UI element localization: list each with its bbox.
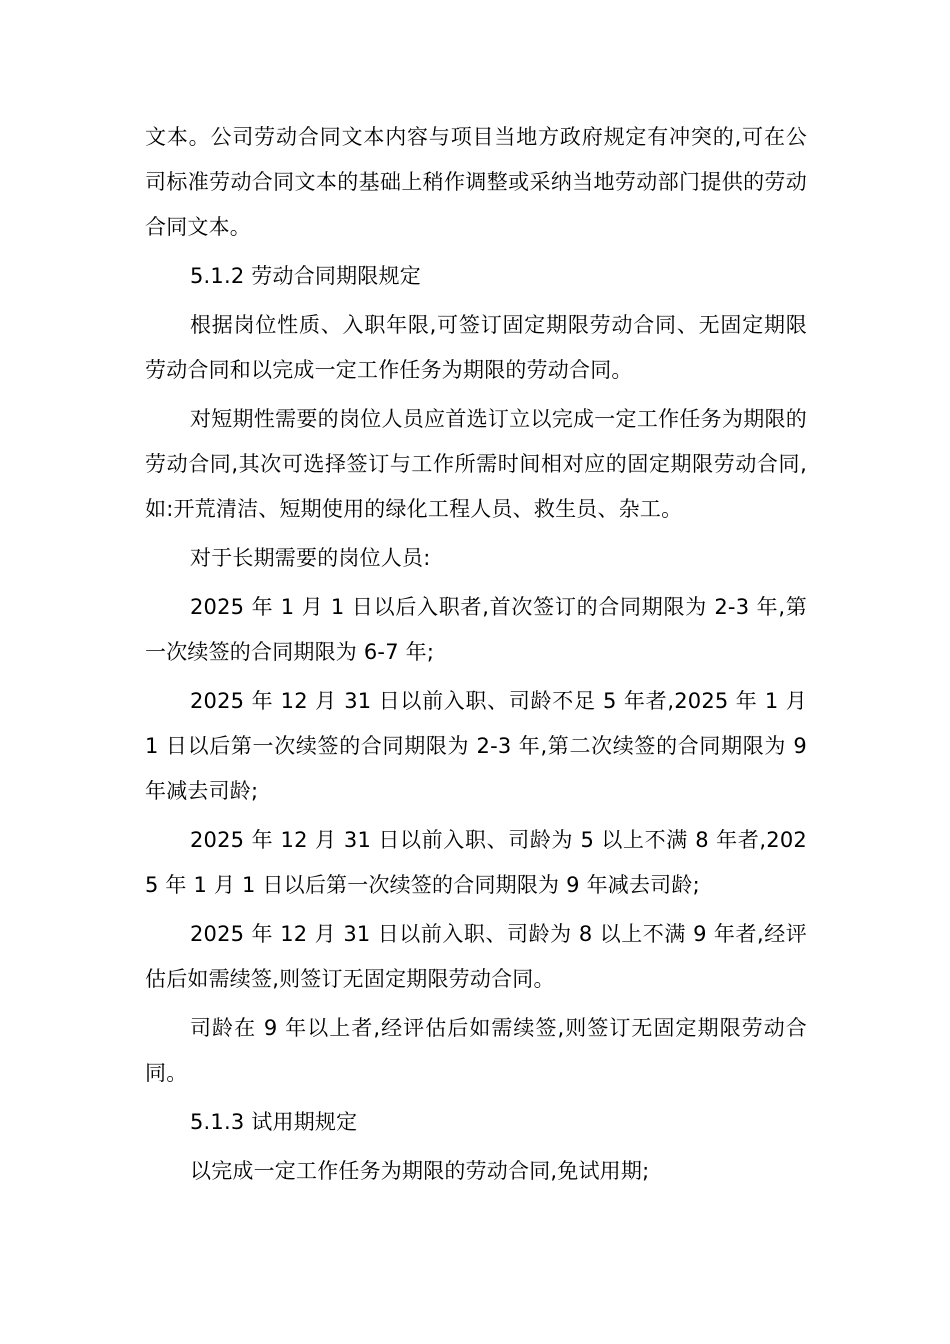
- paragraph-rule-over-9-years: 司龄在 9 年以上者,经评估后如需续签,则签订无固定期限劳动合同。: [145, 1016, 807, 1085]
- paragraph-rule-under-5-years: 2025 年 12 月 31 日以前入职、司龄不足 5 年者,2025 年 1 月 1 日以后第一次续签的合同期限为 2-3 年,第二次续签的合同期限为 9 年减去司龄;: [145, 689, 807, 803]
- paragraph-rule-5-to-8-years: 2025 年 12 月 31 日以前入职、司龄为 5 以上不满 8 年者,2025 年 1 月 1 日以后第一次续签的合同期限为 9 年减去司龄;: [145, 828, 807, 897]
- paragraph-rule-8-to-9-years: 2025 年 12 月 31 日以前入职、司龄为 8 以上不满 9 年者,经评估后如需续签,则签订无固定期限劳动合同。: [145, 922, 807, 991]
- paragraph-long-term-intro: 对于长期需要的岗位人员:: [190, 546, 431, 570]
- paragraph-contract-text: 文本。公司劳动合同文本内容与项目当地方政府规定有冲突的,可在公司标准劳动合同文本的基础上稍作调整或采纳当地劳动部门提供的劳动合同文本。: [145, 125, 807, 239]
- paragraph-rule-new-hires: 2025 年 1 月 1 日以后入职者,首次签订的合同期限为 2-3 年,第一次续签的合同期限为 6-7 年;: [145, 595, 807, 664]
- paragraph-contract-types: 根据岗位性质、入职年限,可签订固定期限劳动合同、无固定期限劳动合同和以完成一定工作任务为期限的劳动合同。: [145, 313, 807, 382]
- section-heading-5-1-3: 5.1.3 试用期规定: [190, 1110, 358, 1134]
- paragraph-short-term-positions: 对短期性需要的岗位人员应首选订立以完成一定工作任务为期限的劳动合同,其次可选择签订与工作所需时间相对应的固定期限劳动合同,如:开荒清洁、短期使用的绿化工程人员、救生员、杂工。: [145, 407, 807, 521]
- document-body: [145, 115, 807, 1198]
- paragraph-probation-exemption: 以完成一定工作任务为期限的劳动合同,免试用期;: [190, 1159, 650, 1183]
- section-heading-5-1-2: 5.1.2 劳动合同期限规定: [190, 264, 421, 288]
